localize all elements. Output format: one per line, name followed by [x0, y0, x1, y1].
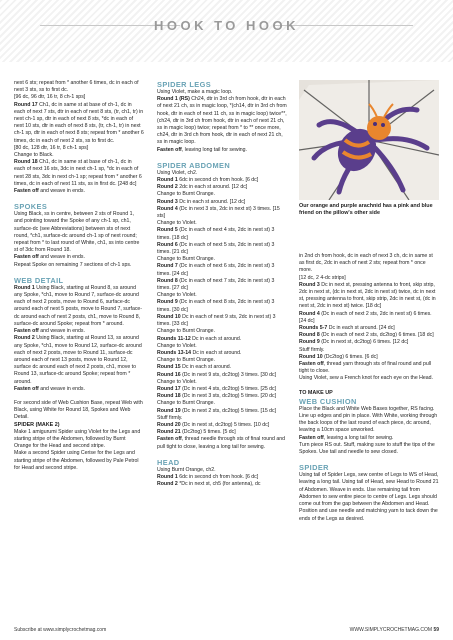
- round-line: Round 9 (Dc in next st, dc2tog) 6 times. [12 dc]: [299, 339, 409, 346]
- head-heading: HEAD: [157, 457, 180, 467]
- paragraph: Round 1 6dc in second ch from hook. [6 dc]: [157, 473, 259, 480]
- round-line: Fasten off, thread needle through sts of final round and pull tight to close, leaving a long tail for sewing.: [157, 436, 286, 450]
- paragraph: Make 1 amigurumi Spider using Violet for the Legs and starting stripe of the Abdomen, followed by Burnt Orange for the Head and second stripe.: [14, 428, 141, 450]
- column-2: [157, 80, 287, 488]
- paragraph: For second side of Web Cushion Base, repeat Web with Black, using White for Round 18, Spokes and Web Detail.: [14, 399, 143, 421]
- round-line: Change to Violet.: [157, 378, 197, 385]
- round-line: Change to Violet.: [157, 292, 197, 299]
- paragraph: Round 17 Ch1, dc in same st at base of ch-1, dc in each of next 7 sts, dtr in each of next 8 sts, (tr, ch1, tr) in next ch-1 sp, dtr in each of next 8 sts, *dc in each of next 10 sts, dtr in each of next 8 sts, (tr, ch-1, tr) in next ch-1 sp, dtr in each of next 8 sts; repeat from * another 6 times, dc in each of next 2 sts, ss to first dc.: [14, 101, 144, 144]
- paragraph: Round 1 Using Black, starting at Round 8, ss around any Spoke, *ch1, move to Round 7, surface-dc around each of next 2 posts, move to Round 6, surface-dc around each of next 5 posts, move to Round 7, surface-dc around each of next 2 posts, ch1, move to Round 8, surface-dc around Spoke; repeat from * around.: [14, 284, 143, 327]
- to-make-up-heading: TO MAKE UP: [299, 389, 333, 396]
- paragraph: Fasten off and weave in ends.: [14, 188, 85, 195]
- round-line: Change to Burnt Orange.: [157, 357, 215, 364]
- photo-caption: Our orange and purple arachnid has a pink and blue friend on the pillow's other side: [299, 203, 433, 216]
- page-number: 59: [433, 627, 439, 633]
- paragraph: Change to Black.: [14, 152, 54, 159]
- paragraph: [12 dc, 2 4-dc strips]: [299, 274, 346, 281]
- round-line: Change to Burnt Orange.: [157, 400, 215, 407]
- footer-right: [350, 627, 439, 633]
- round-line: Change to Burnt Orange.: [157, 256, 215, 263]
- spider-legs-heading: SPIDER LEGS: [157, 80, 212, 89]
- round-line: Round 20 (Dc in next st, dc2tog) 5 times. [10 dc]: [157, 421, 270, 428]
- spider-make-heading: SPIDER (MAKE 2): [14, 421, 60, 428]
- round-line: Round 17 (Dc in next 4 sts, dc2tog) 5 times. [25 dc]: [157, 385, 277, 392]
- paragraph: Using Burnt Orange, ch2.: [157, 466, 216, 473]
- paragraph: in 2nd ch from hook, dc in each of next 3 ch, dc in same st as first dc, 2dc in each of next 2 sts; repeat from * once more.: [299, 253, 433, 274]
- column-1: [14, 80, 144, 472]
- paragraph: [96 dc, 96 dtr, 16 tr, 8 ch-1 sps]: [14, 94, 86, 101]
- round-line: Rounds 13-14 Dc in each st around.: [157, 349, 242, 356]
- web-detail-heading: WEB DETAIL: [14, 275, 64, 285]
- round-line: Round 9 (Dc in each of next 8 sts, 2dc in next st) 3 times. [30 dc]: [157, 299, 275, 313]
- round-line: Round 1 6dc in second ch from hook. [6 dc]: [157, 177, 259, 184]
- paragraph: Using Violet, ch2.: [157, 169, 198, 176]
- paragraph: Fasten off and weave in ends.: [14, 328, 85, 335]
- paragraph: Fasten off and weave in ends.: [14, 385, 85, 392]
- column-3: [299, 253, 439, 523]
- round-line: Round 10 Dc in each of next 9 sts, 2dc in next st) 3 times. [33 dc]: [157, 313, 276, 328]
- round-line: Round 5 (Dc in each of next 4 sts, 2dc in next st) 3 times. [18 dc]: [157, 227, 275, 241]
- paragraph: Round 18 Ch1, dc in same st at base of ch-1, dc in each of next 16 sts, 3dc in next ch-1 sp, *dc in each of next 28 sts, 3dc in next ch-1 sp; repeat from * another 6 times, dc in each of next 11 sts, ss in first dc. [248 dc]: [14, 159, 142, 187]
- round-line: Fasten off, thread yarn through sts of final round and pull tight to close.: [299, 361, 432, 375]
- paragraph: Fasten off, leaving long tail for sewing.: [157, 146, 247, 153]
- round-line: Round 4 (Dc in each of next 2 sts, 2dc in next st) 6 times. [24 dc]: [299, 310, 432, 324]
- round-line: Round 18 (Dc in next 3 sts, dc2tog) 5 times. [20 dc]: [157, 393, 277, 400]
- paragraph: Place the Black and White Web Bases together, RS facing. Line up edges and pin in place. With White, working through the back loops of the last round of each piece, dc around, leaving a 10cm space unworked.: [299, 405, 438, 434]
- round-line: Round 3 Dc in each st around. [12 dc]: [157, 198, 246, 205]
- paragraph: Using Violet, make a magic loop.: [157, 89, 233, 95]
- round-line: Round 16 (Dc in next 9 sts, dc2tog) 3 times. [30 dc]: [157, 371, 277, 378]
- spider-heading: SPIDER: [299, 463, 329, 473]
- head-rounds: [299, 282, 439, 383]
- round-line: Round 8 (Dc in each of next 7 sts, 2dc in next st) 3 times. [27 dc]: [157, 277, 275, 292]
- round-line: Rounds 5-7 Dc in each st around. [24 dc]: [299, 325, 395, 332]
- section-title: HOOK TO HOOK: [153, 18, 300, 33]
- paragraph: Turn piece RS out. Stuff, making sure to stuff the tips of the Spokes. Use tail and needle to sew closed.: [299, 441, 435, 456]
- round-line: Round 10 (Dc2tog) 6 times. [6 dc]: [299, 353, 378, 360]
- footer-subscribe: Subscribe at www.simplycrochetmag.com: [14, 627, 107, 633]
- round-line: Round 2 2dc in each st around. [12 dc]: [157, 184, 248, 191]
- round-line: Round 8 (Dc in each of next 2 sts, dc2tog) 6 times. [18 dc]: [299, 332, 434, 339]
- web-cushion-heading: WEB CUSHION: [299, 396, 357, 406]
- footer-url: WWW.SIMPLYCROCHETMAG.COM: [349, 627, 433, 633]
- paragraph: Round 1 (RS) Ch24, dtr in 3rd ch from hook, dtr in each of next 21 ch, ss in magic loop, *(ch14, dtr in 3rd ch from hook, dtr in each of next 11 ch, ss in magic loop) twice**, (ch24, dtr in 3rd ch from hook, dtr in each of next 21 ch, ss in magic loop) twice; repeat from * to ** once more, ch24, dtr in 3rd ch from hook, dtr in each of next 21 ch, ss in magic loop.: [157, 96, 287, 146]
- round-line: Round 7 (Dc in each of next 6 sts, 2dc in next st) 3 times. [24 dc]: [157, 263, 275, 277]
- round-line: Round 15 Dc in each st around.: [157, 364, 232, 371]
- paragraph: Repeat Spoke on remaining 7 sections of ch-1 sps.: [14, 261, 132, 268]
- paragraph: Using Black, ss in centre, between 2 sts of Round 1, and pointing toward the Spoke of any ch-1 sp, ch1, surface-dc (see Abbreviations) between sts of next round, *ch1, surface-dc around ch-1 sp of next round; repeat from * to last round of White, ch1, ss into centre st of 3dc from Round 18.: [14, 211, 140, 254]
- paragraph: [80 dc, 128 dtr, 16 tr, 8 ch-1 sps]: [14, 144, 89, 151]
- paragraph: Make a second Spider using Cerise for the Legs and starting stripe of the Abdomen, followed by Pale Petrol for Head and second stripe.: [14, 450, 139, 471]
- paragraph: next 6 sts; repeat from * another 6 times, dc in each of next 3 sts, ss to first dc.: [14, 80, 139, 94]
- paragraph: Round 2 Using Black, starting at Round 13, ss around any Spoke, *ch1, move to Round 12, surface-dc around each of next 2 posts, move to Round 11, surface-dc around each of next 13 posts, move to Round 12, surface dc around each of next 2 posts, ch1, move to Round 13, surface-dc around Spoke; repeat from * around.: [14, 335, 142, 385]
- round-line: Change to Violet.: [157, 220, 197, 227]
- round-line: Round 21 (Dc2tog) 5 times. [5 dc]: [157, 429, 236, 436]
- round-line: Change to Burnt Orange.: [157, 328, 215, 335]
- spider-cushion-photo: [299, 80, 439, 200]
- paragraph: Fasten off, leaving a long tail for sewing.: [299, 434, 394, 441]
- round-line: Round 19 (Dc in next 2 sts, dc2tog) 5 times. [15 dc]: [157, 407, 277, 414]
- round-line: Rounds 11-12 Dc in each st around.: [157, 335, 242, 342]
- round-line: Round 6 (Dc in each of next 5 sts, 2dc in next st) 3 times. [21 dc]: [157, 241, 275, 256]
- round-line: Round 3 Dc in next st, pressing antenna to front, skip strip, 2dc in next st, (dc in next st, 2dc in next st) twice, dc in next st, pressing antenna to front, skip strip, 2dc in next st, (dc in next st, 2dc in next st) twice. [18 dc]: [299, 281, 436, 310]
- round-line: Round 4 (Dc in next 3 sts, 2dc in next st) 3 times. [15 sts]: [157, 205, 280, 220]
- round-line: Change to Burnt Orange.: [157, 191, 215, 198]
- spokes-heading: SPOKES: [14, 202, 48, 212]
- round-line: Change to Violet.: [157, 342, 197, 349]
- abdomen-rounds: [157, 177, 287, 451]
- round-line: Stuff firmly.: [157, 414, 183, 421]
- paragraph: Fasten off and weave in ends.: [14, 254, 85, 261]
- round-line: Using Violet, sew a French knot for each eye on the Head.: [299, 375, 433, 382]
- paragraph: Using tail of Spider Legs, sew centre of Legs to WS of Head, leaving a long tail. Using tail of Head, sew Head to Round 21 of Abdomen. Weave in ends. Use remaining tail from Abdomen to sew entire piece to centre of Legs. Legs should come out from the gap between the Abdomen and Head. Position and use needle and matching yarn to tack down the ends of the Legs as desired.: [299, 472, 439, 522]
- paragraph: Round 2 *Dc in next st, ch5 (for antenna), dc: [157, 481, 261, 488]
- round-line: Stuff firmly.: [299, 346, 325, 353]
- spider-abdomen-heading: SPIDER ABDOMEN: [157, 160, 231, 170]
